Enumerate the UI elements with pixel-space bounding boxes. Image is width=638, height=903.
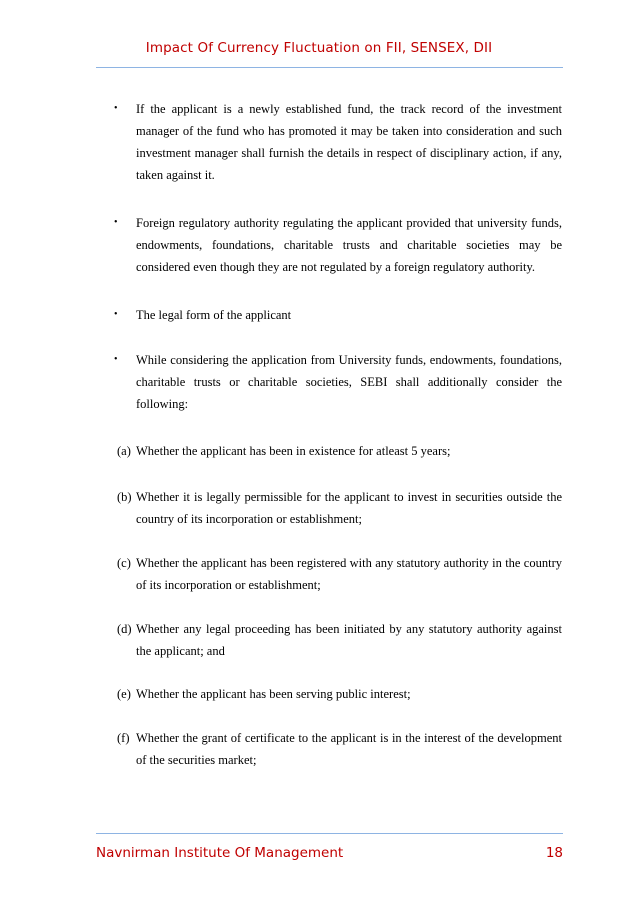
bullet-text: While considering the application from University funds, endowments, foundations, charitable trusts or charitable societies, SEBI shall additionally consider the following: xyxy=(136,353,562,411)
criteria-item xyxy=(117,683,562,705)
criteria-item xyxy=(117,727,562,771)
criteria-text: Whether the grant of certificate to the applicant is in the interest of the development of the securities market; xyxy=(136,731,562,767)
criteria-marker: (a) xyxy=(117,444,131,458)
criteria-item xyxy=(117,552,562,596)
bullet-symbol: • xyxy=(114,217,118,228)
footer-institute-name: Navnirman Institute Of Management xyxy=(96,845,344,861)
bullet-symbol: • xyxy=(114,103,118,114)
bullet-text: The legal form of the applicant xyxy=(136,308,292,322)
criteria-item xyxy=(117,486,562,530)
criteria-text: Whether the applicant has been serving public interest; xyxy=(136,687,411,701)
criteria-item xyxy=(117,618,562,662)
criteria-marker: (d) xyxy=(117,622,132,636)
criteria-text: Whether the applicant has been in existence for atleast 5 years; xyxy=(136,444,451,458)
criteria-marker: (c) xyxy=(117,556,131,570)
bullet-text: Foreign regulatory authority regulating the applicant provided that university funds, endowments, foundations, charitable trusts and charitable societies may be considered even though they are not regulated by a foreign regulatory authority. xyxy=(136,216,562,274)
bullet-item xyxy=(96,212,562,278)
header-divider xyxy=(96,67,563,68)
criteria-text: Whether it is legally permissible for the applicant to invest in securities outside the country of its incorporation or establishment; xyxy=(136,490,562,526)
criteria-text: Whether the applicant has been registered with any statutory authority in the country of its incorporation or establishment; xyxy=(136,556,562,592)
bullet-text: If the applicant is a newly established fund, the track record of the investment manager of the fund who has promoted it may be taken into consideration and such investment manager shall furnish the details in respect of disciplinary action, if any, taken against it. xyxy=(136,102,562,182)
criteria-marker: (b) xyxy=(117,490,132,504)
criteria-marker: (f) xyxy=(117,731,130,745)
bullet-item xyxy=(96,304,562,326)
page-header-title: Impact Of Currency Fluctuation on FII, SENSEX, DII xyxy=(145,40,493,56)
bullet-symbol: • xyxy=(114,354,118,365)
criteria-marker: (e) xyxy=(117,687,131,701)
criteria-text: Whether any legal proceeding has been initiated by any statutory authority against the applicant; and xyxy=(136,622,562,658)
footer-divider xyxy=(96,833,563,834)
bullet-item xyxy=(96,349,562,415)
page-number: 18 xyxy=(545,845,563,861)
criteria-item xyxy=(117,440,562,462)
bullet-symbol: • xyxy=(114,309,118,320)
bullet-item xyxy=(96,98,562,186)
